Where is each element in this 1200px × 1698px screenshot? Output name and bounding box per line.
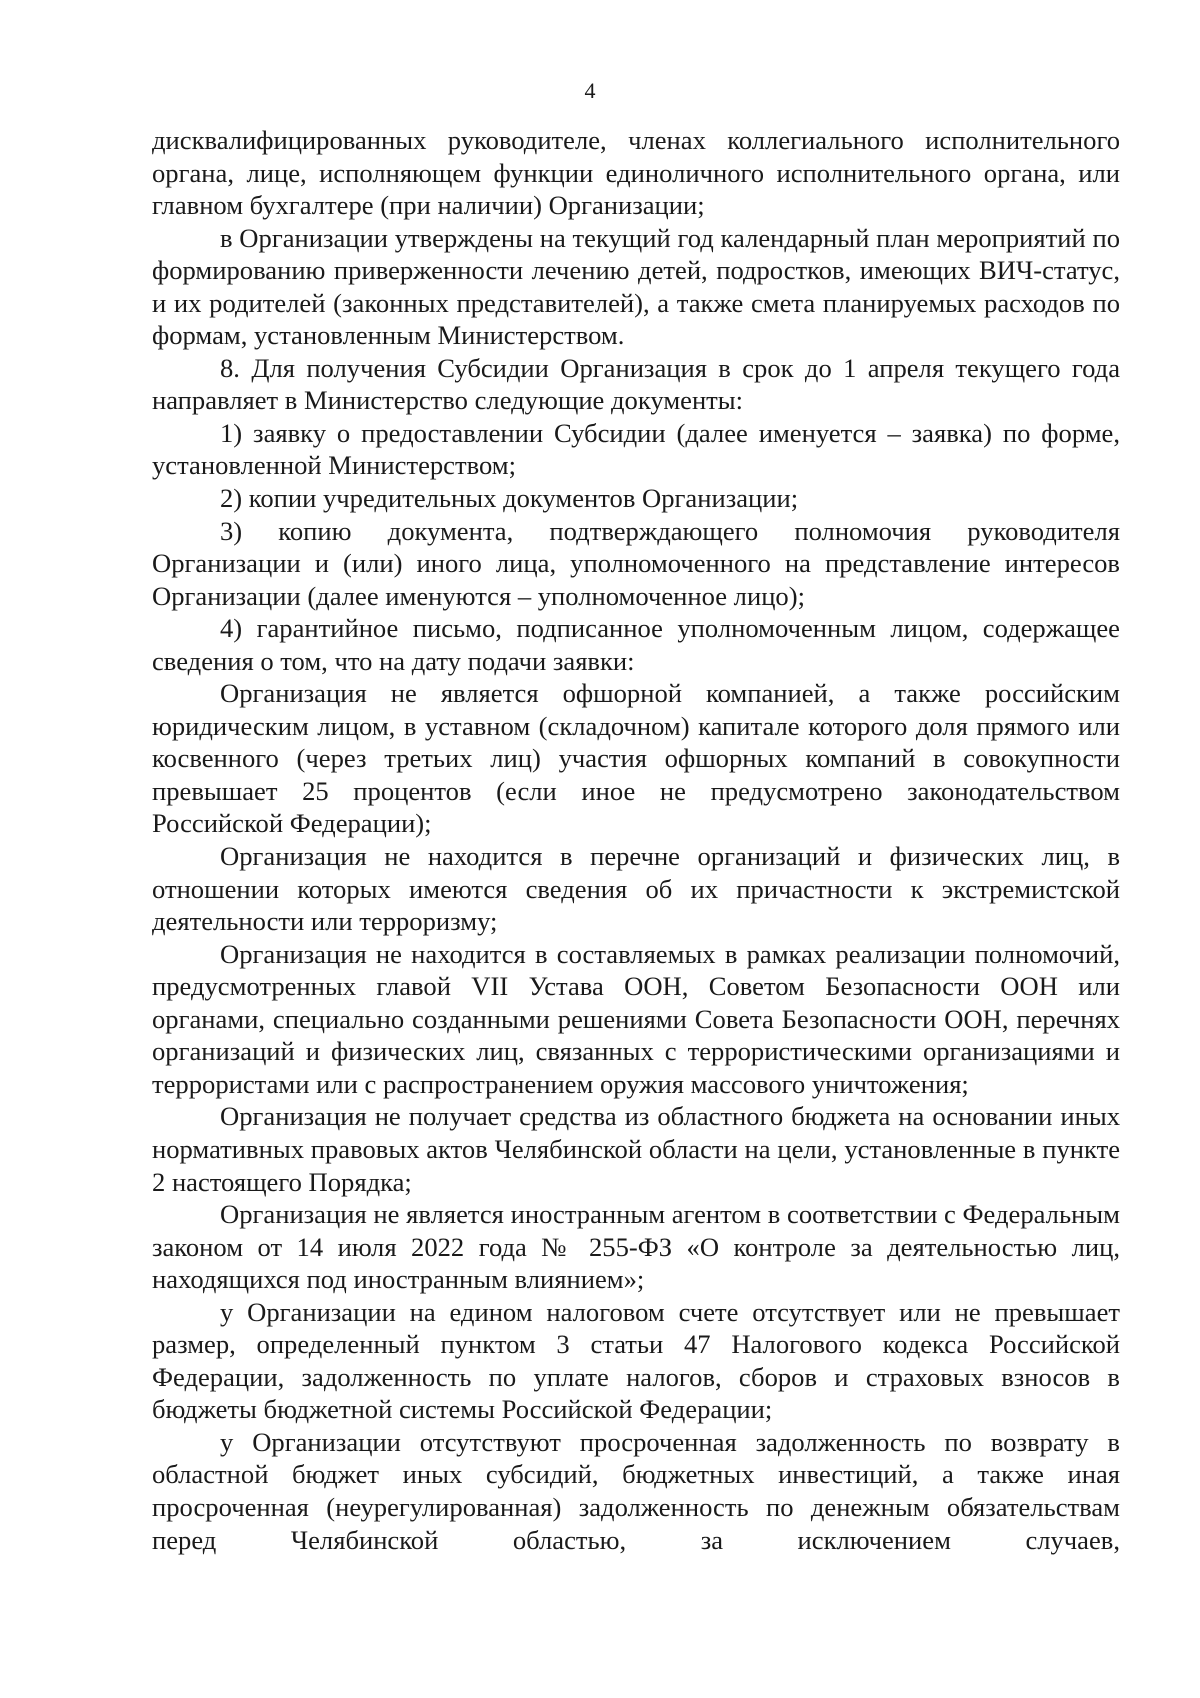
page-number: 4 bbox=[584, 78, 596, 103]
paragraph-un-lists: Организация не находится в составляемых в рамках реализации полномочий, предусмотренных главой VII Устава ООН, Советом Безопасности ООН или органами, специально созданными решениями Совета Безопасности ООН, перечнях организаций и физических лиц, связанных с террористическими организациями и террористами или с распространением оружия массового уничтожения; bbox=[152, 938, 1120, 1099]
paragraph-disqualified-persons: дисквалифицированных руководителе, членах коллегиального исполнительного органа, лице, исполняющем функции единоличного исполнительного органа, или главном бухгалтере (при наличии) Организации; bbox=[152, 125, 1120, 221]
paragraph-tax-account: у Организации на едином налоговом счете отсутствует или не превышает размер, определенный пунктом 3 статьи 47 Налогового кодекса Российской Федерации, задолженность по уплате налогов, сборов и страховых взносов в бюджеты бюджетной системы Российской Федерации; bbox=[152, 1296, 1120, 1425]
paragraph-subitem-3: 3) копию документа, подтверждающего полномочия руководителя Организации и (или) иного лица, уполномоченного на представление интересов Организации (далее именуются – уполномоченное лицо); bbox=[152, 515, 1120, 611]
paragraph-item-8: 8. Для получения Субсидии Организация в срок до 1 апреля текущего года направляет в Министерство следующие документы: bbox=[152, 352, 1120, 416]
paragraph-calendar-plan: в Организации утверждены на текущий год календарный план мероприятий по формированию приверженности лечению детей, подростков, имеющих ВИЧ-статус, и их родителей (законных представителей), а также смета планируемых расходов по формам, установленным Министерством. bbox=[152, 222, 1120, 351]
paragraph-offshore: Организация не является офшорной компанией, а также российским юридическим лицом, в уставном (складочном) капитале которого доля прямого или косвенного (через третьих лиц) участия офшорных компаний в совокупности превышает 25 процентов (если иное не предусмотрено законодательством Российской Федерации); bbox=[152, 678, 1120, 839]
paragraph-subitem-4: 4) гарантийное письмо, подписанное уполномоченным лицом, содержащее сведения о том, что на дату подачи заявки: bbox=[152, 613, 1120, 676]
document-body bbox=[152, 124, 1120, 1556]
paragraph-regional-budget: Организация не получает средства из областного бюджета на основании иных нормативных правовых актов Челябинской области на цели, установленные в пункте 2 настоящего Порядка; bbox=[152, 1101, 1120, 1197]
paragraph-overdue-debt: у Организации отсутствуют просроченная задолженность по возврату в областной бюджет иных субсидий, бюджетных инвестиций, а также иная просроченная (неурегулированная) задолженность по денежным обязательствам перед Челябинской областью, за исключением случаев, bbox=[152, 1426, 1120, 1555]
paragraph-subitem-2: 2) копии учредительных документов Организации; bbox=[220, 483, 799, 514]
paragraph-foreign-agent: Организация не является иностранным агентом в соответствии с Федеральным законом от 14 июля 2022 года № 255-ФЗ «О контроле за деятельностью лиц, находящихся под иностранным влиянием»; bbox=[152, 1199, 1120, 1295]
paragraph-subitem-1: 1) заявку о предоставлении Субсидии (далее именуется – заявка) по форме, установленной Министерством; bbox=[152, 417, 1120, 481]
paragraph-extremism: Организация не находится в перечне организаций и физических лиц, в отношении которых имеются сведения об их причастности к экстремистской деятельности или терроризму; bbox=[152, 841, 1120, 937]
